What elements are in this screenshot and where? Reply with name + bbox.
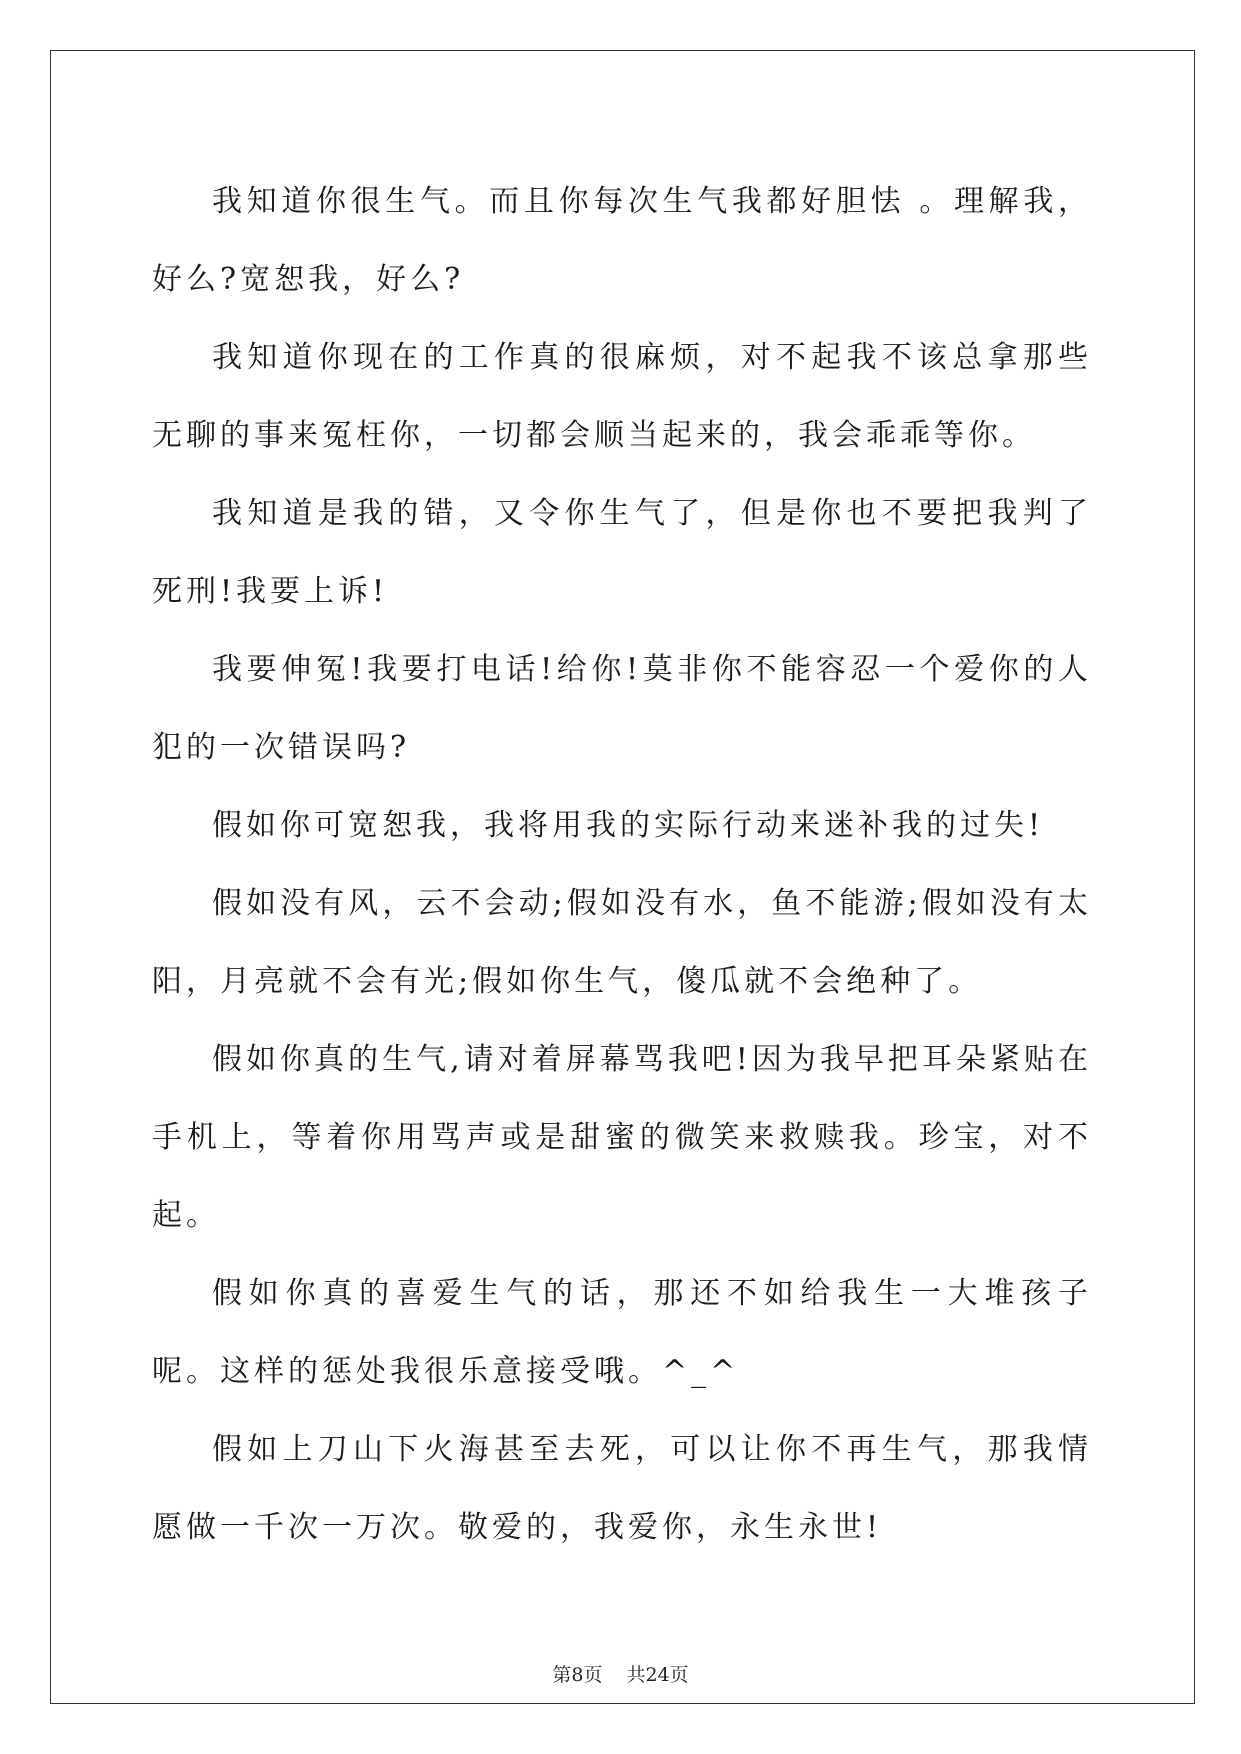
paragraph-3: 我知道是我的错，又令你生气了，但是你也不要把我判了死刑!我要上诉! bbox=[152, 496, 1092, 609]
paragraph-1: 我知道你很生气。而且你每次生气我都好胆怯 。理解我，好么?宽恕我，好么? bbox=[152, 184, 1092, 297]
page-footer bbox=[0, 1663, 1241, 1687]
paragraph-7: 假如你真的生气,请对着屏幕骂我吧!因为我早把耳朵紧贴在手机上，等着你用骂声或是甜蜜的微笑来救赎我。珍宝，对不起。 bbox=[152, 1042, 1092, 1233]
paragraph-4: 我要伸冤!我要打电话!给你!莫非你不能容忍一个爱你的人犯的一次错误吗? bbox=[152, 652, 1092, 765]
paragraph-6: 假如没有风，云不会动;假如没有水，鱼不能游;假如没有太阳，月亮就不会有光;假如你生气，傻瓜就不会绝种了。 bbox=[152, 886, 1092, 999]
paragraph-5: 假如你可宽恕我，我将用我的实际行动来迷补我的过失! bbox=[212, 808, 1045, 843]
page-number: 第8页 bbox=[552, 1664, 603, 1686]
paragraph-2: 我知道你现在的工作真的很麻烦，对不起我不该总拿那些无聊的事来冤枉你，一切都会顺当起来的，我会乖乖等你。 bbox=[152, 340, 1092, 453]
document-body bbox=[152, 163, 1092, 1567]
paragraph-8: 假如你真的喜爱生气的话，那还不如给我生一大堆孩子呢。这样的惩处我很乐意接受哦。^_^ bbox=[152, 1276, 1092, 1389]
total-pages: 共24页 bbox=[626, 1664, 689, 1686]
paragraph-9: 假如上刀山下火海甚至去死，可以让你不再生气，那我情愿做一千次一万次。敬爱的，我爱你，永生永世! bbox=[152, 1432, 1092, 1545]
